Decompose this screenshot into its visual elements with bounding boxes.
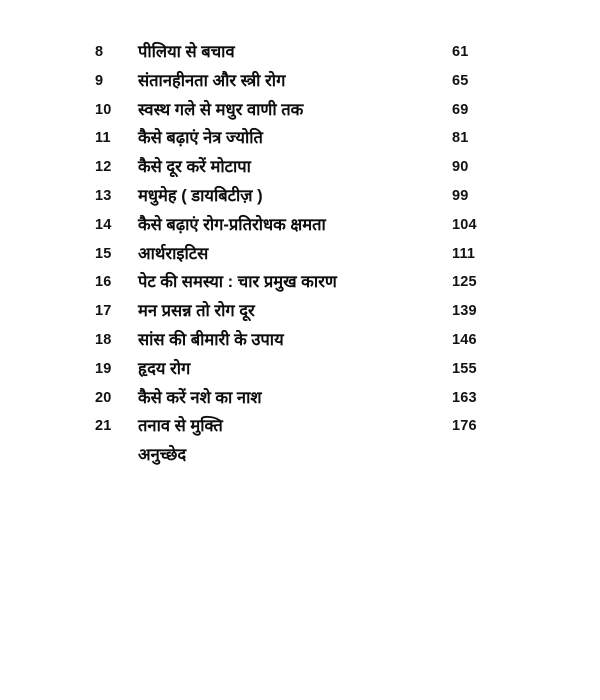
toc-entry-page-number: 146 (452, 331, 477, 348)
toc-entry-number: 21 (95, 418, 112, 435)
toc-entry-page-number: 155 (452, 360, 477, 377)
toc-entry[interactable] (0, 153, 600, 182)
toc-entry-title[interactable]: कैसे करें नशे का नाश (138, 388, 262, 407)
toc-entry-title[interactable]: मधुमेह ( डायबिटीज़ ) (138, 186, 263, 205)
toc-entry-title[interactable]: मन प्रसन्न तो रोग दूर (138, 302, 255, 321)
toc-entry[interactable] (0, 38, 600, 67)
toc-entry-page-number: 69 (452, 101, 469, 118)
toc-entry-number: 12 (95, 159, 112, 176)
toc-entry-page-number: 99 (452, 187, 469, 204)
toc-entry[interactable] (0, 96, 600, 125)
toc-entry-number: 19 (95, 360, 112, 377)
toc-entry[interactable] (0, 297, 600, 326)
toc-entry-number: 10 (95, 101, 112, 118)
toc-entry-title[interactable]: हृदय रोग (138, 359, 191, 378)
toc-entry-title[interactable]: सांस की बीमारी के उपाय (138, 330, 284, 349)
toc-entry-number: 11 (95, 130, 111, 147)
toc-entry-title[interactable]: कैसे बढ़ाएं रोग-प्रतिरोधक क्षमता (138, 215, 326, 234)
toc-entry-page-number: 65 (452, 72, 469, 89)
toc-entry-title[interactable]: तनाव से मुक्ति (138, 417, 223, 436)
toc-entry-page-number: 163 (452, 389, 477, 406)
toc-entry-number: 18 (95, 331, 112, 348)
toc-entry-title[interactable]: कैसे दूर करें मोटापा (138, 158, 251, 177)
toc-entry[interactable] (0, 211, 600, 240)
toc-entry-title[interactable]: पेट की समस्या : चार प्रमुख कारण (138, 273, 337, 292)
toc-entry-title[interactable]: संतानहीनता और स्त्री रोग (138, 71, 286, 90)
toc-entry[interactable] (0, 326, 600, 355)
toc-entry-page-number: 81 (452, 130, 469, 147)
toc-entry-number: 20 (95, 389, 112, 406)
toc-entry-title[interactable]: अनुच्छेद (138, 446, 187, 465)
toc-entry-number: 13 (95, 187, 112, 204)
toc-entry[interactable] (0, 412, 600, 441)
toc-entry-page-number: 111 (452, 245, 476, 262)
toc-entry-page-number: 104 (452, 216, 477, 233)
toc-entry-number: 9 (95, 72, 104, 89)
table-of-contents-list (0, 38, 600, 470)
toc-entry[interactable] (0, 441, 600, 470)
toc-entry-page-number: 61 (452, 44, 469, 60)
toc-entry[interactable] (0, 355, 600, 384)
toc-entry-number: 16 (95, 274, 112, 291)
toc-entry[interactable] (0, 268, 600, 297)
toc-entry-title[interactable]: आर्थराइटिस (138, 244, 209, 263)
toc-entry[interactable] (0, 124, 600, 153)
toc-entry[interactable] (0, 182, 600, 211)
toc-entry-page-number: 125 (452, 274, 477, 291)
toc-entry-number: 14 (95, 216, 112, 233)
toc-entry-page-number: 139 (452, 303, 477, 320)
toc-entry-number: 17 (95, 303, 112, 320)
toc-entry[interactable] (0, 384, 600, 413)
toc-entry[interactable] (0, 67, 600, 96)
toc-entry-title[interactable]: स्वस्थ गले से मधुर वाणी तक (138, 100, 304, 119)
toc-entry-number: 15 (95, 245, 112, 262)
toc-entry[interactable] (0, 240, 600, 269)
toc-entry-number: 8 (95, 44, 104, 60)
toc-entry-title[interactable]: कैसे बढ़ाएं नेत्र ज्योति (138, 129, 263, 148)
toc-entry-page-number: 90 (452, 159, 469, 176)
toc-entry-page-number: 176 (452, 418, 477, 435)
toc-entry-title[interactable]: पीलिया से बचाव (138, 43, 235, 61)
